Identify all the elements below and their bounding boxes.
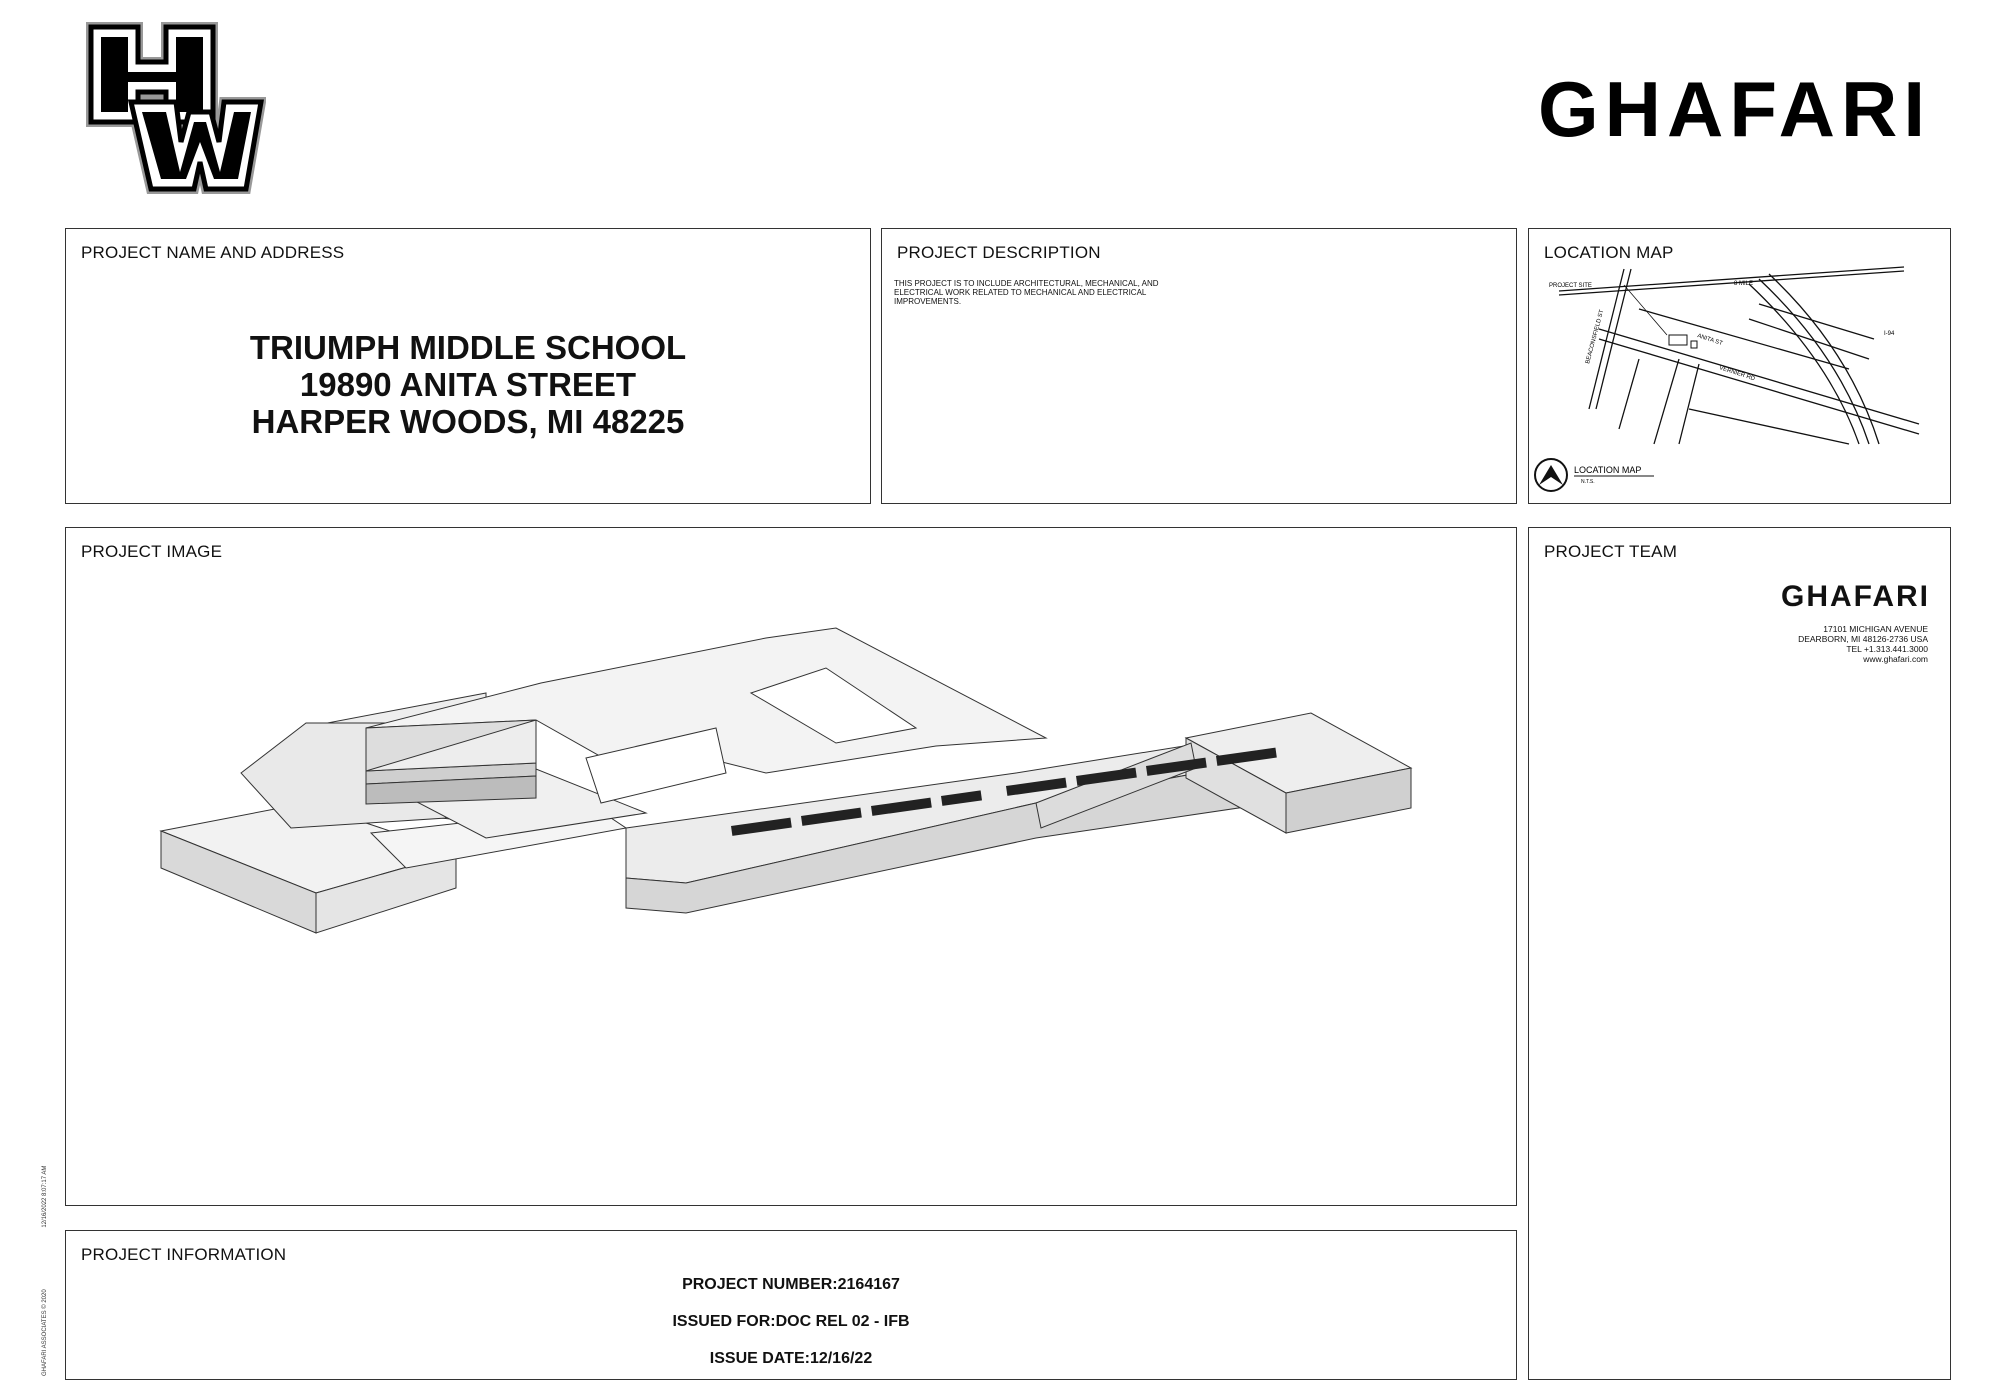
label-i94: I-94	[1884, 331, 1895, 337]
panel-title: PROJECT TEAM	[1544, 542, 1678, 561]
telephone: TEL +1.313.441.3000	[1846, 644, 1928, 654]
project-number: PROJECT NUMBER:2164167	[682, 1276, 900, 1293]
panel-title: PROJECT IMAGE	[81, 542, 223, 561]
copyright-text: GHAFARI ASSOCIATES © 2020	[42, 1289, 48, 1376]
hw-school-logo	[86, 22, 266, 194]
label-beaconsfield: BEACONSFIELD ST	[1585, 309, 1606, 365]
timestamp-text: 12/16/2022 8:07:17 AM	[42, 1165, 48, 1228]
project-information-panel	[65, 1230, 1517, 1380]
school-name: TRIUMPH MIDDLE SCHOOL	[249, 329, 687, 366]
team-firm-logo: GHAFARI	[1781, 580, 1930, 613]
project-team-panel	[1528, 527, 1951, 1380]
margin-stamp	[42, 1106, 48, 1376]
project-info-lines	[66, 1276, 1516, 1387]
city-address: HARPER WOODS, MI 48225	[251, 403, 685, 440]
panel-title: PROJECT INFORMATION	[81, 1245, 287, 1264]
issue-date: ISSUE DATE:12/16/22	[709, 1350, 873, 1367]
project-description-panel	[881, 228, 1517, 504]
team-address	[1798, 624, 1928, 664]
location-map-drawing	[1529, 229, 1952, 505]
location-map-panel	[1528, 228, 1951, 504]
label-project-site: PROJECT SITE	[1549, 283, 1592, 289]
map-scale: N.T.S.	[1581, 479, 1595, 485]
issued-for: ISSUED FOR:DOC REL 02 - IFB	[672, 1313, 910, 1330]
project-name-panel	[65, 228, 871, 504]
north-arrow-icon	[1535, 459, 1567, 491]
address-line-2: DEARBORN, MI 48126-2736 USA	[1798, 634, 1928, 644]
panel-title: LOCATION MAP	[1544, 243, 1674, 262]
panel-title: PROJECT DESCRIPTION	[897, 243, 1101, 262]
panel-title: PROJECT NAME AND ADDRESS	[81, 243, 345, 262]
address-line-1: 17101 MICHIGAN AVENUE	[1823, 624, 1928, 634]
project-name-address	[66, 329, 870, 440]
label-vernier: VERNIER RD	[1718, 365, 1756, 383]
street-address: 19890 ANITA STREET	[299, 366, 637, 403]
label-anita: ANITA ST	[1696, 333, 1724, 348]
project-image-panel	[65, 527, 1517, 1206]
map-caption: LOCATION MAP	[1574, 465, 1642, 475]
label-8-mile: 8 MILE	[1734, 281, 1754, 287]
description-text: THIS PROJECT IS TO INCLUDE ARCHITECTURAL, MECHANICAL, AND ELECTRICAL WORK RELATED TO MECHANICAL AND ELECTRICAL IMPROVEMENTS.	[894, 279, 1159, 306]
ghafari-logo: GHAFARI	[1538, 65, 1931, 153]
building-rendering	[66, 528, 1518, 1207]
website-link[interactable]: www.ghafari.com	[1863, 654, 1928, 664]
